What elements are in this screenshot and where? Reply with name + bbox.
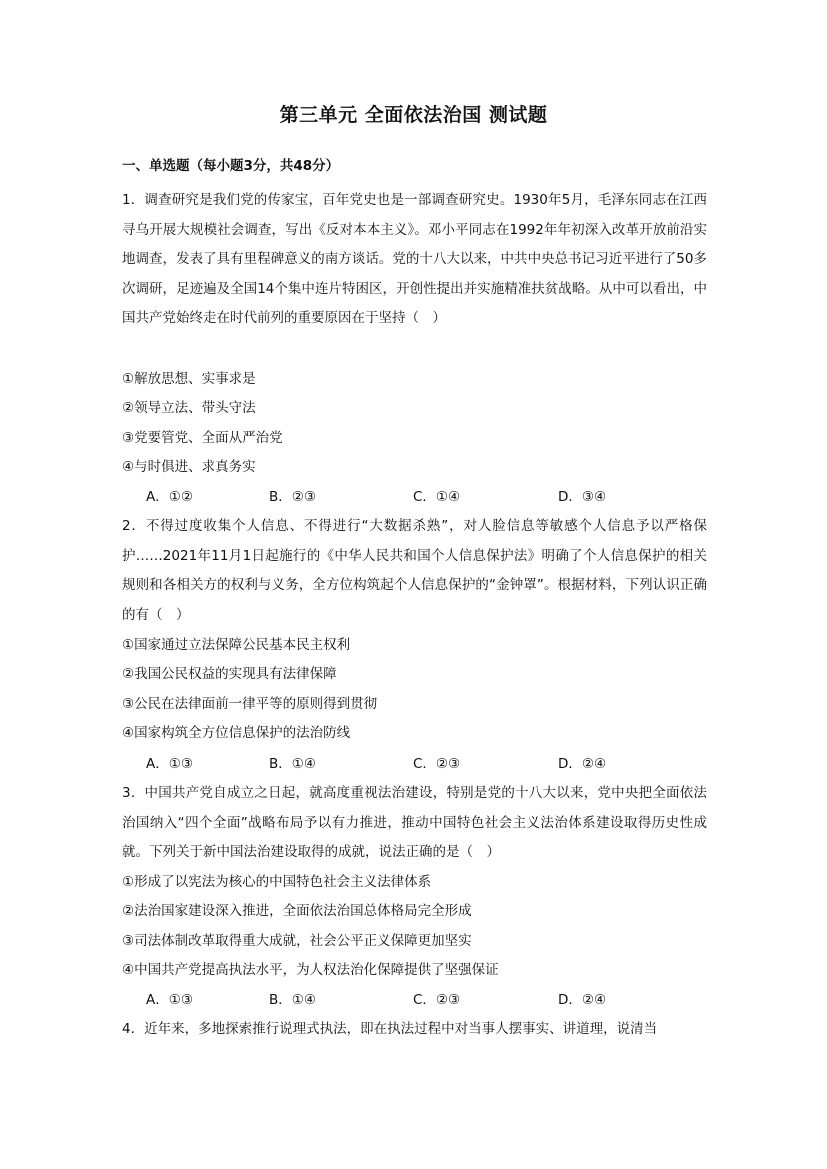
- question-1-option-2: ②领导立法、带头守法: [122, 400, 256, 416]
- choice-c: C．①④: [413, 489, 461, 505]
- choice-d: D．②④: [558, 756, 607, 772]
- question-1-choices: [146, 487, 706, 507]
- question-4-stem: 4．近年来，多地探索推行说理式执法，即在执法过程中对当事人摆事实、讲道理，说清当: [122, 1021, 658, 1037]
- choice-c: C．②③: [413, 992, 461, 1008]
- question-1-option-1: ①解放思想、实事求是: [122, 371, 256, 387]
- question-3-choices: [146, 990, 706, 1010]
- question-1-stem: 1．调查研究是我们党的传家宝，百年党史也是一部调查研究史。1930年5月，毛泽东同志在江西寻乌开展大规模社会调查，写出《反对本本主义》。邓小平同志在1992年年初深入改革开放前沿实地调查，发表了具有里程碑意义的南方谈话。党的十八大以来，中共中央总书记习近平进行了50多次调研，足迹遍及全国14个集中连片特困区，开创性提出并实施精准扶贫战略。从中可以看出，中国共产党始终走在时代前列的重要原因在于坚持（ ）: [122, 192, 707, 327]
- choice-d: D．③④: [558, 489, 607, 505]
- choice-a: A．①②: [146, 489, 193, 505]
- choice-b: B．②③: [269, 489, 316, 505]
- choice-b: B．①④: [269, 992, 316, 1008]
- choice-a: A．①③: [146, 992, 193, 1008]
- question-3-option-4: ④中国共产党提高执法水平，为人权法治化保障提供了坚强保证: [122, 962, 499, 978]
- choice-c: C．②③: [413, 756, 461, 772]
- question-2-stem: 2．不得过度收集个人信息、不得进行“大数据杀熟”，对人脸信息等敏感个人信息予以严格保护……2021年11月1日起施行的《中华人民共和国个人信息保护法》明确了个人信息保护的相关规则和各相关方的权利与义务，全方位构筑起个人信息保护的“金钟罩”。根据材料，下列认识正确的有（ ）: [122, 518, 707, 623]
- choice-b: B．①④: [269, 756, 316, 772]
- question-2-option-4: ④国家构筑全方位信息保护的法治防线: [122, 725, 351, 741]
- question-2-option-1: ①国家通过立法保障公民基本民主权利: [122, 637, 351, 653]
- question-1-option-4: ④与时俱进、求真务实: [122, 459, 256, 475]
- choice-d: D．②④: [558, 992, 607, 1008]
- section-heading: 一、单选题（每小题3分，共48分）: [122, 158, 340, 174]
- page-title: 第三单元 全面依法治国 测试题: [279, 104, 548, 126]
- question-1-option-3: ③党要管党、全面从严治党: [122, 430, 283, 446]
- choice-a: A．①③: [146, 756, 193, 772]
- question-2-option-3: ③公民在法律面前一律平等的原则得到贯彻: [122, 696, 378, 712]
- question-2-choices: [146, 754, 706, 774]
- question-3-option-3: ③司法体制改革取得重大成就，社会公平正义保障更加坚实: [122, 933, 472, 949]
- question-3-option-1: ①形成了以宪法为核心的中国特色社会主义法律体系: [122, 874, 432, 890]
- question-3-option-2: ②法治国家建设深入推进，全面依法治国总体格局完全形成: [122, 903, 472, 919]
- question-2-option-2: ②我国公民权益的实现具有法律保障: [122, 666, 337, 682]
- question-3-stem: 3．中国共产党自成立之日起，就高度重视法治建设，特别是党的十八大以来，党中央把全面依法治国纳入“四个全面”战略布局予以有力推进，推动中国特色社会主义法治体系建设取得历史性成就。下列关于新中国法治建设取得的成就，说法正确的是（ ）: [122, 785, 707, 861]
